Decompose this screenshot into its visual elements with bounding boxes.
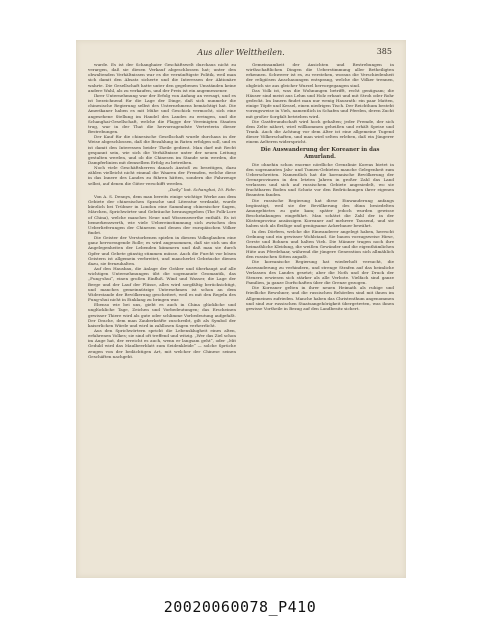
paragraph: Die Gastfreundschaft wird hoch gehalten; jeder Fremde, der sich dem Zelte nähert, wird willkommen geheißen und erhält Speise und Trank. Auch die Achtung vor dem Alter ist eine allgemeine Tugend dieser Völkerschaften, und man wird selten erleben, daß ein Jüngerer einem Aelteren widerspricht.	[246, 118, 394, 145]
paragraph: Ihrer Unternehmung war der Erfolg von Anfang an versagt, und es ist bezeichnend für die Lage der Dinge, daß sich nunmehr die chinesische Regierung selbst des Unternehmens bemächtigt hat. Die Amerikaner haben es mit Mühe und Geschick vermocht, sich eine angesehene Stellung im Handel des Landes zu erringen, und die Schanghai-Gesellschaft, welche die Flagge der Vereinigten Staaten trug, war in der That die hervorragendste Vertreterin dieser Bestrebungen.	[88, 92, 236, 135]
paragraph: Noch viele Geschäftsherren danach Anstoß zu beseitigen, dazu zählen vielleicht nicht einmal die Waaren der Fremden, welche diese in das Innere des Landes zu führen hätten, sondern die Fahrzeuge selbst, auf denen die Güter verschifft werden.	[88, 165, 236, 186]
running-head: Aus aller Welttheilen.	[197, 48, 285, 57]
paragraph: In den Dörfern, welche die Einwanderer angelegt haben, herrscht Ordnung und ein gewisser Wohlstand. Sie bauen vorzugsweise Hirse, Gerste und Bohnen und halten Vieh. Die Männer tragen noch ihre heimathliche Kleidung, die weißen Gewänder und die eigenthümlichen Hüte aus Pferdehaar, während die jüngere Generation sich allmählich den russischen Sitten anpaßt.	[246, 228, 394, 260]
paragraph: Ebenso wie bei uns, giebt es auch in China glückliche und unglückliche Tage, Zeichen und Vorbedeutungen; das Erscheinen gewisser Thiere wird als gute oder schlimme Vorbedeutung aufgefaßt. Der Drache, dem man Zauberkräfte zuschreibt, gilt als Symbol der kaiserlichen Würde und wird in zahllosen Sagen verherrlicht.	[88, 302, 236, 328]
paragraph: Auf den Hausbau, die Anlage der Gräber und überhaupt auf alle wichtigen Unternehmungen übt die sogenannte Geomantik, das „Fung-shui“, einen großen Einfluß. Wind und Wasser, die Lage der Berge und der Lauf der Flüsse, alles wird sorgfältig berücksichtigt, und manches gemeinnützige Unternehmen ist schon an dem Widerstande der Bevölkerung gescheitert, weil es mit den Regeln des Fung-shui nicht in Einklang zu bringen war.	[88, 266, 236, 303]
scanned-page	[76, 40, 406, 578]
paragraph: Die ohnehin schon enorme nördliche Grenzlinie Koreas bietet in den sogenannten Jalu- und Tumen-Gebieten manche Gelegenheit zum Ueberschreiten. Namentlich hat die koreanische Bevölkerung der Grenzprovinzen in den letzten Jahren in großer Zahl das Land verlassen und sich auf russischem Gebiete angesiedelt, wo sie fruchtbaren Boden und Schutz vor den Bedrückungen ihrer eigenen Beamten fanden.	[246, 161, 394, 198]
left-text-column	[88, 62, 236, 568]
paragraph: Gemeinsamkeit der Ansichten und Bestrebungen in wirthschaftlichen Dingen die Ueberstimmung aller Betheiligten erkennen. Schwerer ist es, zu verstehen, woraus die Verschiedenheit der religiösen Anschauungen entsprang, welche die Völker trennen, obgleich sie aus gleicher Wurzel hervorgegangen sind.	[246, 62, 394, 88]
paragraph: Aus den Sprichwörtern spricht die Lebensklugheit eines alten, erfahrenen Volkes; sie sind oft treffend und witzig. „Wer das Ziel schon im Auge hat, der erreicht es auch, wenn er langsam geht“, oder „Mit Geduld wird das Maulbeerblatt zum Seidenkleide“ — solche Sprüche zeugen von der bedächtigen Art, mit welcher der Chinese seinen Geschäften nachgeht.	[88, 327, 236, 359]
page-number: 385	[376, 47, 392, 56]
paragraph: wurde. Es ist der Schanghaier Geschäftswelt durchaus nicht zu verargen, daß sie diesen Verkauf abgeschlossen hat; unter den obwaltenden Verhältnissen war es die vernünftigste Politik, weil man sich damit den Absatz sicherte und die Interessen der Aktionäre wahrte. Die Gesellschaft hatte unter den gegebenen Umständen keine andere Wahl, als zu verkaufen, und der Preis ist ein angemessener.	[88, 62, 236, 93]
paragraph: Die koreanische Regierung hat wiederholt versucht, die Auswanderung zu verhindern, und strenge Strafen auf das heimliche Verlassen des Landes gesetzt; aber die Noth und der Druck der Steuern erwiesen sich stärker als alle Verbote. Vielfach sind ganze Familien, ja ganze Dorfschaften über die Grenze gezogen.	[246, 259, 394, 286]
scan-id-label: 20020060078_P410	[163, 598, 317, 616]
right-text-column	[246, 62, 394, 568]
section-heading: Die Auswanderung der Koreaner in das Amurland.	[260, 146, 380, 160]
paragraph: Der Kauf für die chinesische Gesellschaft wurde durchaus in der Weise abgeschlossen, daß die Bezahlung in Raten erfolgen soll, und es ist damit den Interessen beider Theile gedient. Man darf mit Recht gespannt sein, wie sich die Verhältnisse unter der neuen Leitung gestalten werden, und ob die Chinesen im Stande sein werden, die Dampferlinien mit demselben Erfolg zu betreiben.	[88, 134, 236, 165]
source-line: „Daily“ bat. Schanghai, 10. Febr.	[167, 186, 236, 192]
paragraph: Die Geister der Verstorbenen spielen in diesem Volksglauben eine ganz hervorragende Rolle; es wird angenommen, daß sie sich um die Angelegenheiten der Lebenden kümmern und daß man sie durch Opfer und Gebete günstig stimmen müsse. Auch die Furcht vor bösen Geistern ist allgemein verbreitet, und mancherlei Gebräuche dienen dazu, sie fernzuhalten.	[88, 235, 236, 266]
paragraph: Die russische Regierung hat diese Einwanderung anfangs begünstigt, weil sie der Bevölkerung des dünn besiedelten Amurgebietes zu gute kam; später jedoch wurden gewisse Beschränkungen eingeführt. Man schätzt die Zahl der in der Küstenprovinz ansässigen Koreaner auf mehrere Tausend, und sie haben sich als fleißige und genügsame Ackerbauer bewährt.	[246, 197, 394, 229]
paragraph: Die Koreaner gelten in ihrer neuen Heimath als ruhige und friedliche Bewohner, und die russischen Behörden sind mit ihnen im Allgemeinen zufrieden. Manche haben das Christenthum angenommen und sind zur russischen Staatsangehörigkeit übergetreten, was ihnen gewisse Vortheile in Bezug auf den Landbesitz sichert.	[246, 285, 394, 311]
paragraph: Das Volk ist, was die Wohnungen betrifft, recht genügsam; die Häuser sind meist aus Lehm und Holz erbaut und mit Stroh oder Rohr gedeckt. Im Innern findet man nur wenig Hausrath: ein paar Matten, einige Töpfe und Kessel, einen niedrigen Tisch. Der Reichthum besteht vorzugsweise in Vieh, namentlich in Schafen und Pferden, deren Zucht mit großer Sorgfalt betrieben wird.	[246, 87, 394, 119]
paragraph: Von A. S. Dennys, dem man bereits einige wichtige Werke aus dem Gebiete der chinesischen Sprache und Literatur verdankt, wurde kürzlich bei Trübner in London eine Sammlung chinesischer Sagen, Märchen, Sprichwörter und Gebräuche herausgegeben (The Folk-Lore of China), welche manches Neue und Wissenswerthe enthält. Es ist bemerkenswerth, wie viele Uebereinstimmung sich zwischen den Ueberlieferungen der Chinesen und denen der europäischen Völker findet.	[88, 193, 236, 235]
